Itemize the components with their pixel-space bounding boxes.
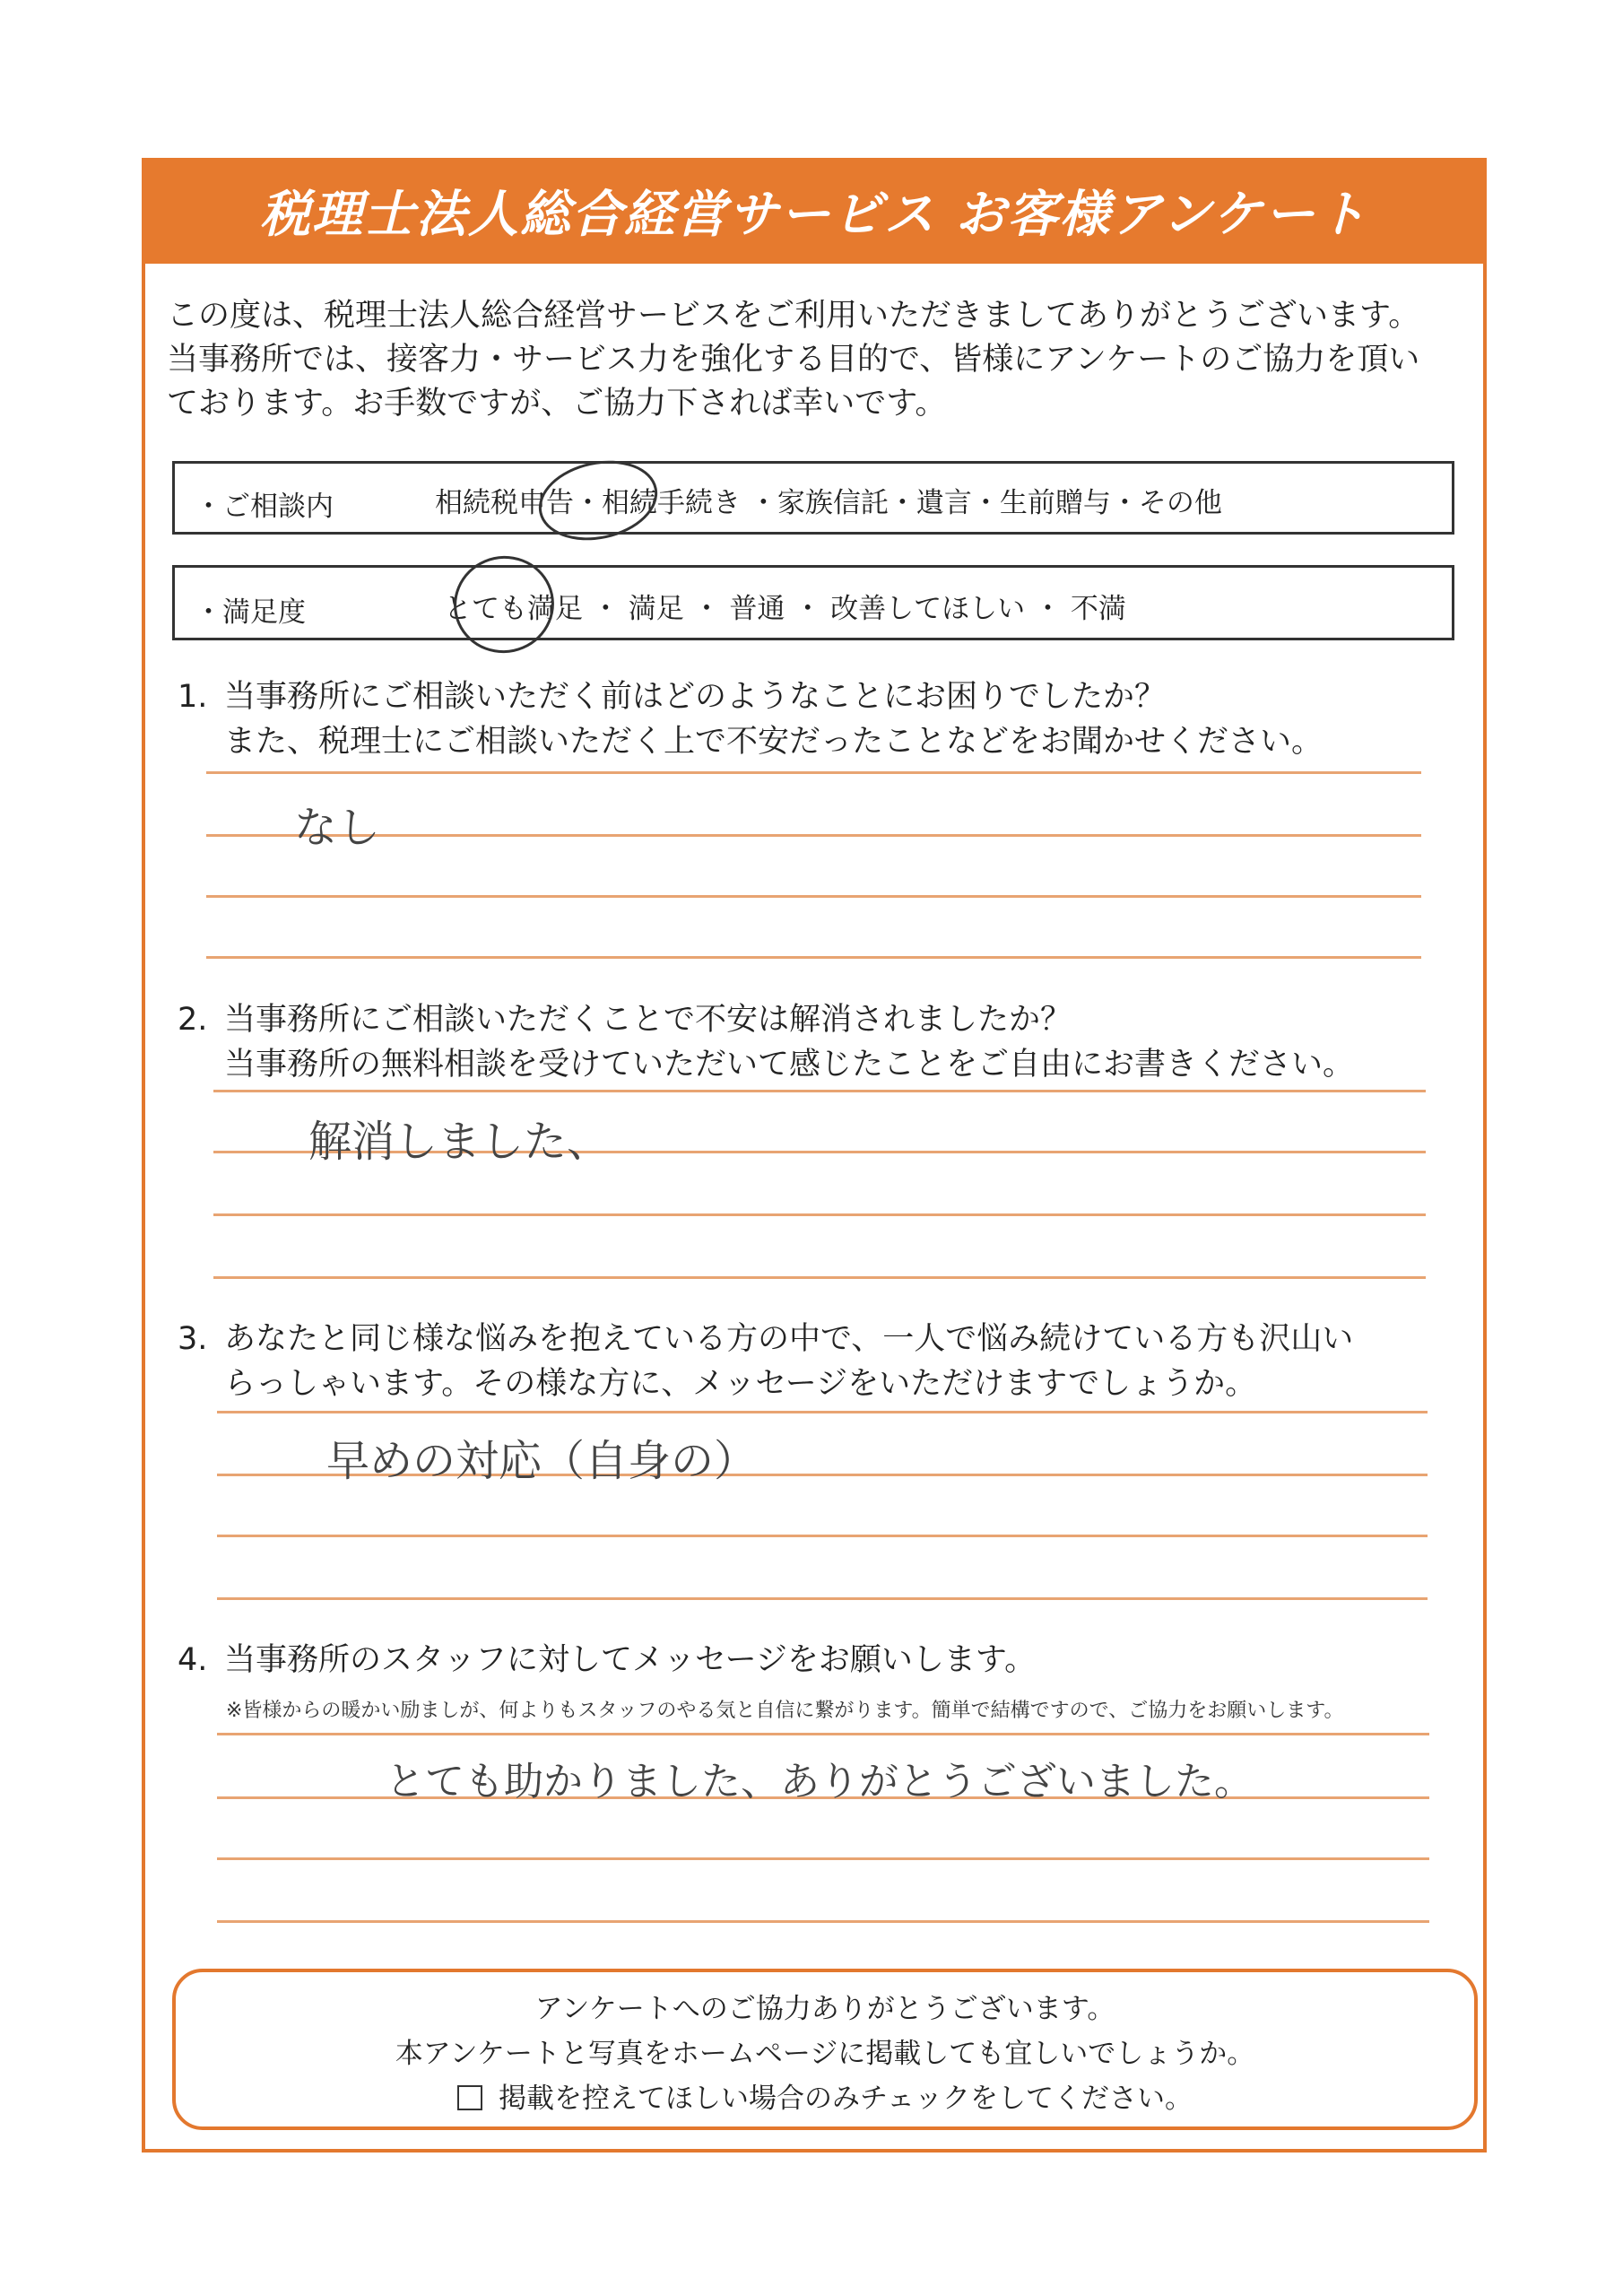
intro-line: 当事務所では、接客力・サービス力を強化する目的で、皆様にアンケートのご協力を頂い (167, 342, 1420, 378)
satisfaction-box (172, 565, 1454, 640)
answer-line (217, 1535, 1428, 1537)
question-2 (178, 997, 1354, 1087)
answer-line (213, 1090, 1426, 1092)
consultation-box (172, 461, 1454, 535)
footer-line: アンケートへのご協力ありがとうございます。 (534, 1993, 1115, 2025)
answer-line (206, 771, 1421, 774)
question-number: 4. (178, 1642, 208, 1678)
consultation-label: ・ご相談内 (195, 491, 334, 523)
answer-line (206, 956, 1421, 959)
footer-box (172, 1969, 1478, 2130)
question-text: 当事務所のスタッフに対してメッセージをお願いします。 (224, 1642, 1037, 1678)
intro-text (167, 294, 1458, 426)
question-3 (178, 1317, 1353, 1406)
answer-line (213, 1276, 1426, 1279)
satisfaction-label: ・満足度 (195, 596, 306, 629)
question-text: らっしゃいます。その様な方に、メッセージをいただけますでしょうか。 (224, 1366, 1257, 1402)
question-text: 当事務所にご相談いただく前はどのようなことにお困りでしたか？ (224, 679, 1167, 715)
answer-line (217, 1411, 1428, 1413)
answer-line (206, 834, 1421, 837)
question-text: また、税理士にご相談いただく上で不安だったことなどをお聞かせください。 (224, 724, 1324, 760)
question-number: 2. (178, 1002, 208, 1038)
intro-line: この度は、税理士法人総合経営サービスをご利用いただきましてありがとうございます。 (167, 298, 1420, 334)
question-4 (178, 1638, 1036, 1683)
satisfaction-options: とても満足 ・ 満足 ・ 普通 ・ 改善してほしい ・ 不満 (444, 593, 1126, 625)
question-text: 当事務所にご相談いただくことで不安は解消されましたか？ (224, 1002, 1072, 1038)
question-4-note: ※皆様からの暖かい励ましが、何よりもスタッフのやる気と自信に繋がります。簡単で結構ですので、ご協力をお願いします。 (226, 1700, 1344, 1722)
question-number: 1. (178, 679, 208, 715)
answer-line (213, 1213, 1426, 1216)
answer-line (217, 1733, 1429, 1735)
footer-line: 掲載を控えてほしい場合のみチェックをしてください。 (498, 2083, 1193, 2115)
question-text: 当事務所の無料相談を受けていただいて感じたことをご自由にお書きください。 (224, 1047, 1355, 1083)
answer-4-handwriting: とても助かりました、ありがとうございました。 (386, 1759, 1254, 1805)
survey-title: 税理士法人総合経営サービス お客様アンケート (142, 158, 1487, 264)
question-number: 3. (178, 1321, 208, 1357)
consultation-options: 相続税申告・相続手続き ・家族信託・遺言・生前贈与・その他 (435, 487, 1222, 519)
question-text: あなたと同じ様な悩みを抱えている方の中で、一人で悩み続けている方も沢山い (224, 1321, 1354, 1357)
footer-consent (176, 2076, 1474, 2121)
answer-line (217, 1920, 1429, 1923)
answer-line (206, 895, 1421, 898)
answer-line (217, 1857, 1429, 1860)
answer-line (217, 1597, 1428, 1600)
question-1 (178, 674, 1323, 764)
intro-line: ております。お手数ですが、ご協力下されば幸いです。 (167, 386, 947, 422)
answer-1-handwriting: なし (294, 803, 381, 853)
answer-2-handwriting: 解消しました、 (308, 1117, 611, 1167)
publish-opt-out-checkbox[interactable] (457, 2085, 482, 2110)
answer-3-handwriting: 早めの対応（自身の） (326, 1436, 758, 1486)
footer-line: 本アンケートと写真をホームページに掲載しても宜しいでしょうか。 (395, 2038, 1255, 2070)
